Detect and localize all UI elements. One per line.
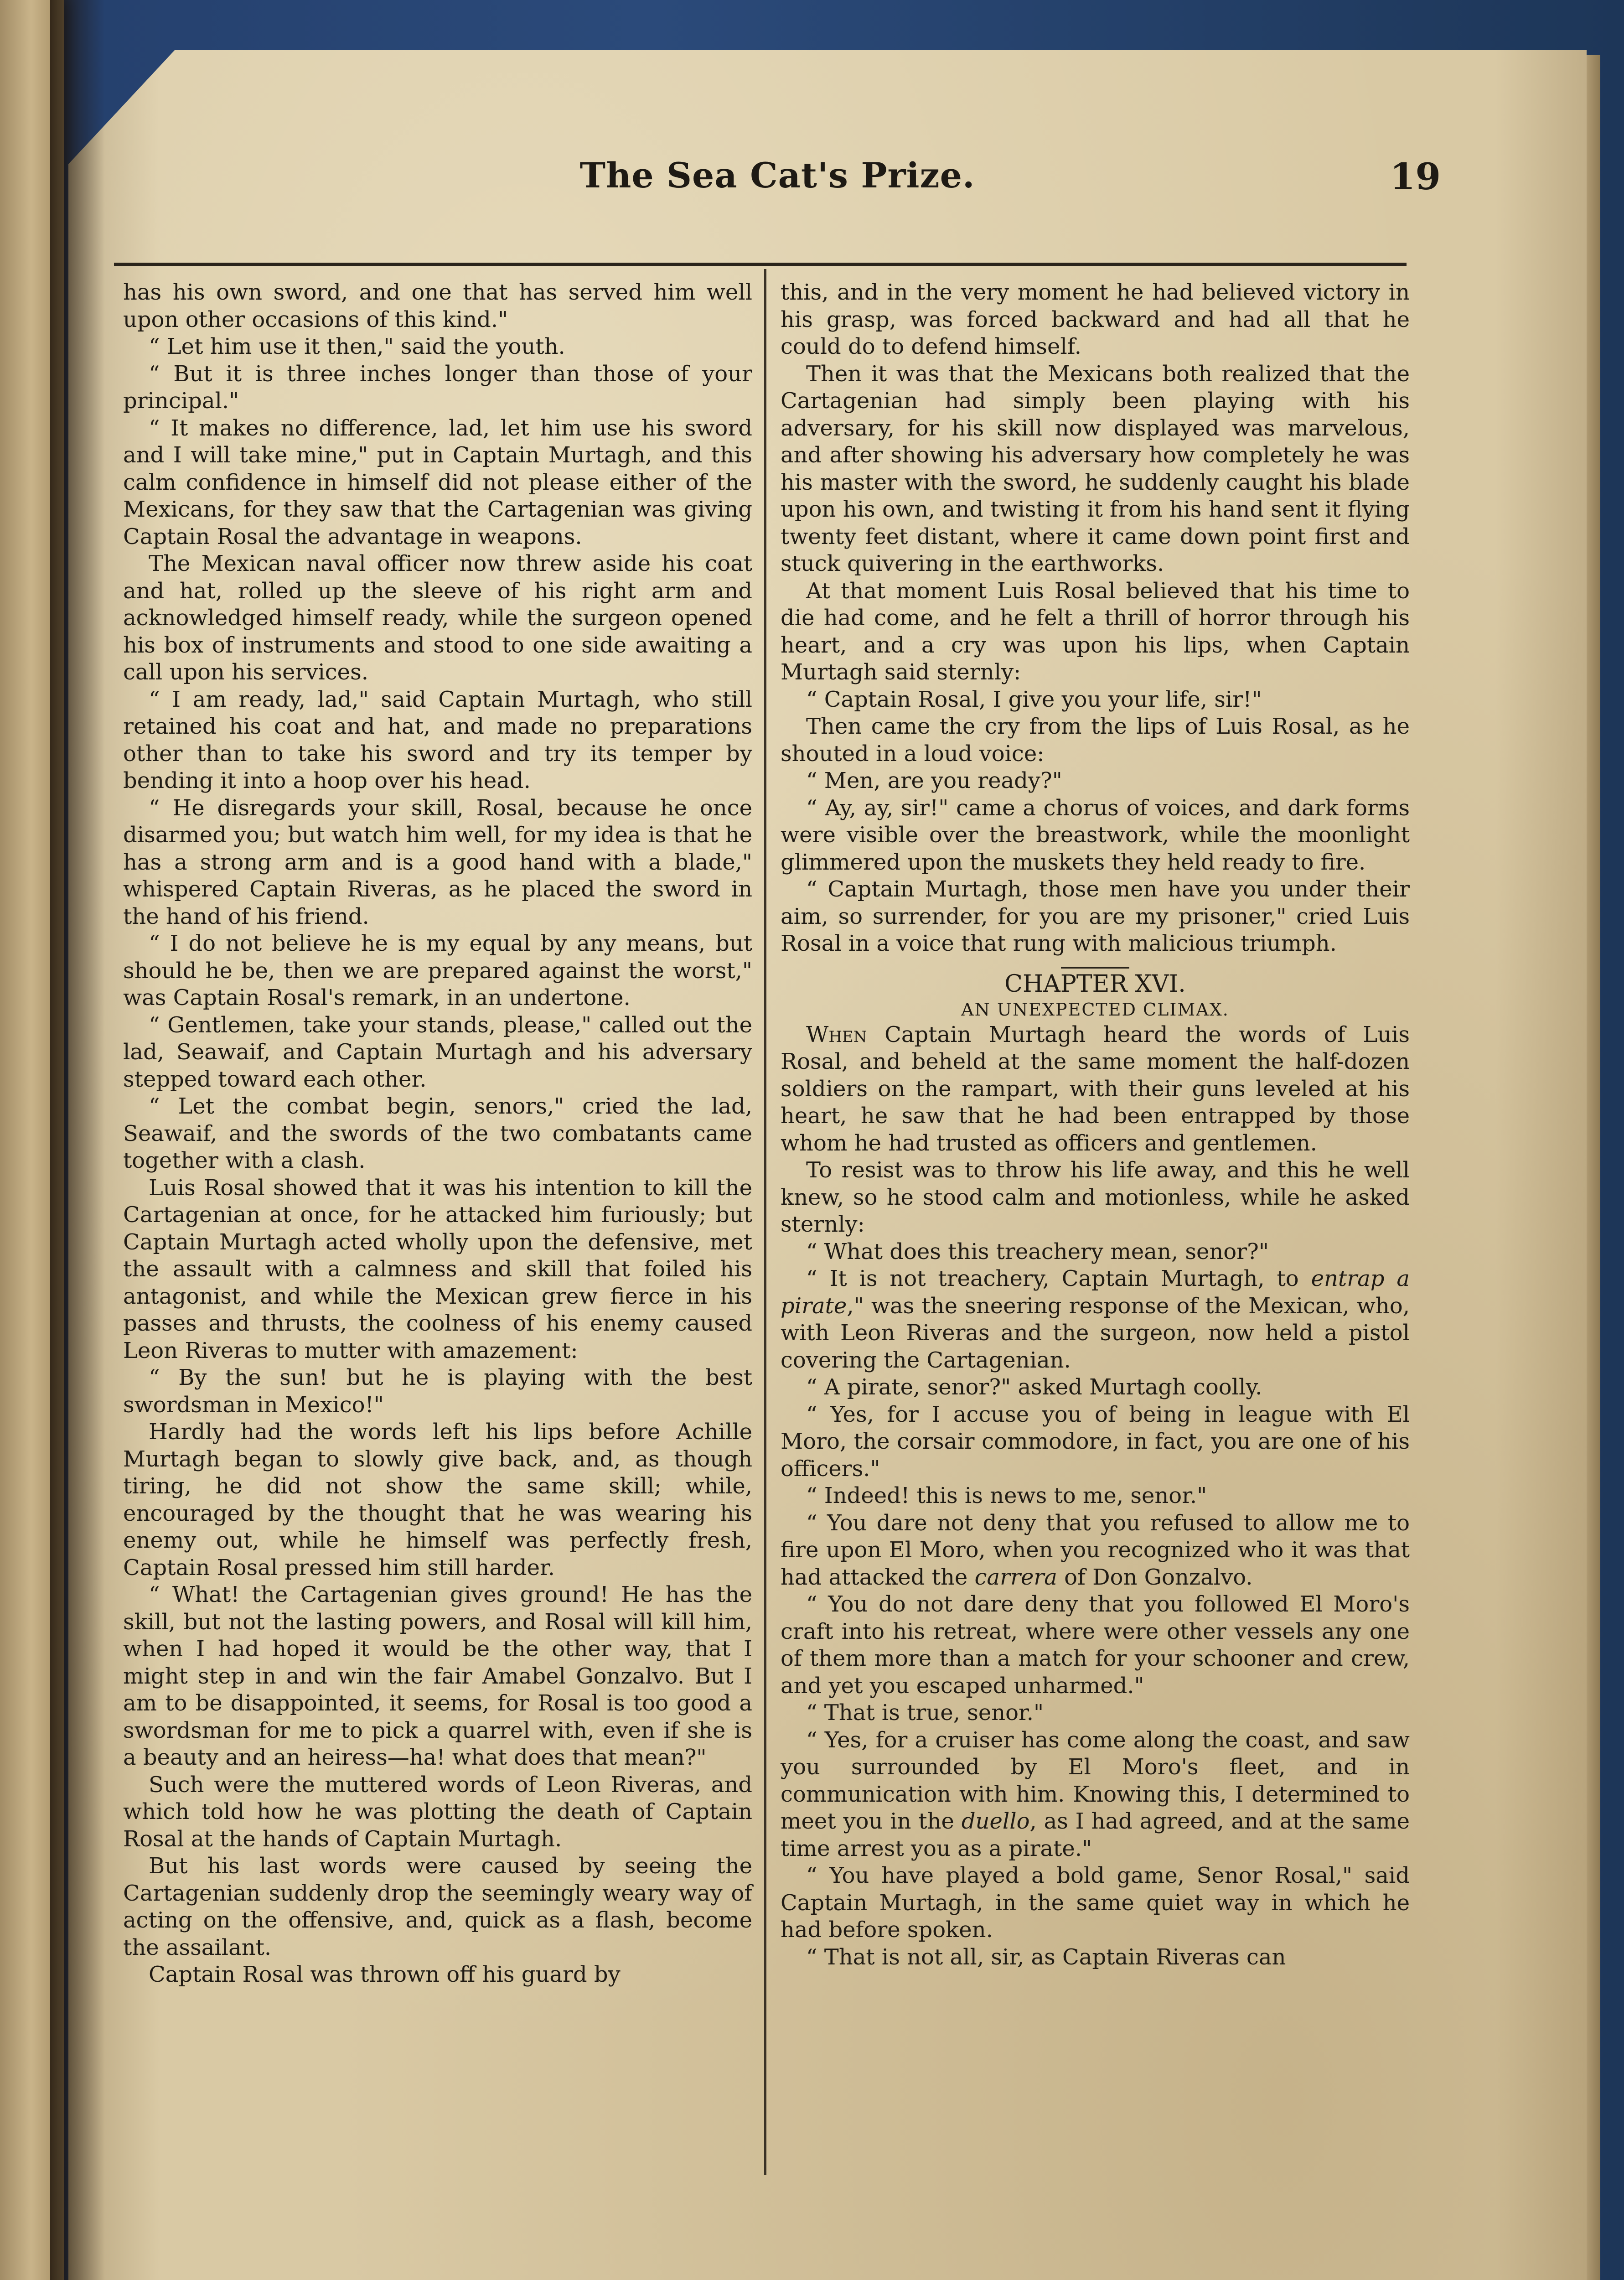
paragraph: “ A pirate, senor?" asked Murtagh coolly. bbox=[806, 1374, 1262, 1400]
spine-shadow bbox=[50, 0, 105, 2280]
paragraph: “ Yes, for I accuse you of being in league with El Moro, the corsair commodore, in fact, you are one of his officers." bbox=[781, 1401, 1410, 1482]
paragraph: “ Ay, ay, sir!" came a chorus of voices, and dark forms were visible over the breastwork, while the moonlight glimmered upon the muskets they held ready to fire. bbox=[781, 795, 1410, 875]
paragraph: “ Let the combat begin, senors," cried the lad, Seawaif, and the swords of the two combatants came together with a clash. bbox=[123, 1093, 752, 1173]
paragraph: “ Gentlemen, take your stands, please," called out the lad, Seawaif, and Captain Murtagh and his adversary stepped toward each other. bbox=[123, 1012, 752, 1092]
paragraph bbox=[781, 1727, 1410, 1863]
paragraph: Then came the cry from the lips of Luis Rosal, as he shouted in a loud voice: bbox=[781, 714, 1410, 767]
left-column bbox=[123, 279, 752, 1989]
chapter-first-paragraph bbox=[781, 1021, 1410, 1157]
italic-text-run: duello bbox=[961, 1808, 1030, 1834]
chapter-title: CHAPTER XVI. bbox=[1004, 970, 1186, 998]
text-run: ," was the sneering response of the Mexican, who, with Leon Riveras and the surgeon, now held a pistol covering the Cartagenian. bbox=[781, 1293, 1410, 1373]
paragraph: “ What! the Cartagenian gives ground! He has the skill, but not the lasting powers, and Rosal will kill him, when I had hoped it would be the other way, that I might step in and win the fair Amabel Gonzalvo. But I am to be disappointed, it seems, for Rosal is too good a swordsman for me to pick a quarrel with, even if she is a beauty and an heiress—ha! what does that mean?" bbox=[123, 1582, 752, 1770]
text-run: , as I had agreed, and at the same time arrest you as a pirate." bbox=[781, 1808, 1410, 1861]
paragraph: “ That is true, senor." bbox=[806, 1700, 1044, 1726]
column-divider bbox=[764, 269, 766, 2175]
page-number: 19 bbox=[1390, 155, 1441, 198]
paragraph bbox=[781, 1265, 1410, 1374]
chapter-first-paragraph-text: Captain Murtagh heard the words of Luis Rosal, and beheld at the same moment the half-dozen soldiers on the rampart, with their guns leveled at his heart, he saw that he had been entrapped by those whom he had trusted as officers and gentlemen. bbox=[781, 1021, 1410, 1156]
paragraph: Hardly had the words left his lips before Achille Murtagh began to slowly give back, and, as though tiring, he did not show the same skill; while, encouraged by the thought that he was wearing his enemy out, while he himself was perfectly fresh, Captain Rosal pressed him still harder. bbox=[123, 1419, 752, 1580]
text-run: of Don Gonzalvo. bbox=[1057, 1564, 1253, 1590]
paragraph: “ He disregards your skill, Rosal, because he once disarmed you; but watch him well, for my idea is that he has a strong arm and is a good hand with a blade," whispered Captain Riveras, as he placed the sword in the hand of his friend. bbox=[123, 795, 752, 929]
paragraph: “ It makes no difference, lad, let him use his sword and I will take mine," put in Captain Murtagh, and this calm confidence in himself did not please either of the Mexicans, for they saw that the Cartagenian was giving Captain Rosal the advantage in weapons. bbox=[123, 415, 752, 549]
paragraph: “ You have played a bold game, Senor Rosal," said Captain Murtagh, in the same quiet way in which he had before spoken. bbox=[781, 1863, 1410, 1943]
paragraph: “ By the sun! but he is playing with the best swordsman in Mexico!" bbox=[123, 1365, 752, 1418]
paragraph: “ That is not all, sir, as Captain Riveras can bbox=[806, 1944, 1286, 1970]
italic-text-run: carrera bbox=[974, 1564, 1057, 1590]
page-header bbox=[114, 155, 1441, 219]
paragraph: To resist was to throw his life away, and this he well knew, so he stood calm and motionless, while he asked sternly: bbox=[781, 1157, 1410, 1237]
paragraph: Then it was that the Mexicans both realized that the Cartagenian had simply been playing with his adversary, for his skill now displayed was marvelous, and after showing his adversary how completely he was his master with the sword, he suddenly caught his blade upon his own, and twisting it from his hand sent it flying twenty feet distant, where it came down point first and stuck quivering in the earthworks. bbox=[781, 361, 1410, 576]
paragraph bbox=[781, 1510, 1410, 1591]
paragraph: has his own sword, and one that has served him well upon other occasions of this kind." bbox=[123, 280, 752, 332]
right-column bbox=[781, 279, 1410, 1971]
header-rule bbox=[114, 263, 1407, 266]
chapter-rule bbox=[1061, 967, 1129, 969]
paragraph: But his last words were caused by seeing the Cartagenian suddenly drop the seemingly weary way of acting on the offensive, and, quick as a flash, become the assailant. bbox=[123, 1853, 752, 1960]
paragraph: Captain Rosal was thrown off his guard by bbox=[149, 1962, 621, 1987]
italic-text-run: entrap a pirate bbox=[781, 1266, 1410, 1319]
paragraph: Luis Rosal showed that it was his intention to kill the Cartagenian at once, for he attacked him furiously; but Captain Murtagh acted wholly upon the defensive, met the assault with a calmness and skill that foiled his antagonist, and while the Mexican grew fierce in his passes and thrusts, the coolness of his enemy caused Leon Riveras to mutter with amazement: bbox=[123, 1175, 752, 1363]
paragraph: “ Let him use it then," said the youth. bbox=[149, 334, 565, 359]
paragraph: “ You do not dare deny that you followed El Moro's craft into his retreat, where were other vessels any one of them more than a match for your schooner and crew, and yet you escaped unharmed." bbox=[781, 1591, 1410, 1699]
chapter-subtitle: AN UNEXPECTED CLIMAX. bbox=[961, 999, 1229, 1020]
running-title: The Sea Cat's Prize. bbox=[579, 155, 975, 196]
text-run: “ Yes, for a cruiser has come along the coast, and saw you surrounded by El Moro's fleet, and in communication with him. Knowing this, I determined to meet you in the bbox=[781, 1727, 1410, 1834]
paragraph: “ Captain Murtagh, those men have you under their aim, so surrender, for you are my prisoner," cried Luis Rosal in a voice that rung with malicious triumph. bbox=[781, 876, 1410, 956]
paragraph: The Mexican naval officer now threw aside his coat and hat, rolled up the sleeve of his right arm and acknowledged himself ready, while the surgeon opened his box of instruments and stood to one side awaiting a call upon his services. bbox=[123, 551, 752, 685]
paragraph: “ Indeed! this is news to me, senor." bbox=[806, 1483, 1207, 1508]
paragraph: “ But it is three inches longer than those of your principal." bbox=[123, 361, 752, 414]
text-run: “ It is not treachery, Captain Murtagh, to bbox=[806, 1266, 1311, 1291]
paragraph: “ Men, are you ready?" bbox=[806, 768, 1062, 793]
paragraph: “ What does this treachery mean, senor?" bbox=[806, 1238, 1269, 1264]
text-run: “ You dare not deny that you refused to allow me to fire upon El Moro, when you recognized who it was that had attacked the bbox=[781, 1510, 1410, 1590]
paragraph: Such were the muttered words of Leon Riveras, and which told how he was plotting the death of Captain Rosal at the hands of Captain Murtagh. bbox=[123, 1772, 752, 1852]
paragraph: At that moment Luis Rosal believed that his time to die had come, and he felt a thrill of horror through his heart, and a cry was upon his lips, when Captain Murtagh said sternly: bbox=[781, 578, 1410, 685]
paragraph: this, and in the very moment he had believed victory in his grasp, was forced backward and had all that he could do to defend himself. bbox=[781, 280, 1410, 359]
paragraph: “ Captain Rosal, I give you your life, sir!" bbox=[806, 686, 1262, 712]
paragraph: “ I am ready, lad," said Captain Murtagh, who still retained his coat and hat, and made no preparations other than to take his sword and try its temper by bending it into a hoop over his head. bbox=[123, 686, 752, 793]
chapter-first-word: When bbox=[806, 1021, 867, 1047]
paragraph: “ I do not believe he is my equal by any means, but should he be, then we are prepared against the worst," was Captain Rosal's remark, in an undertone. bbox=[123, 931, 752, 1010]
